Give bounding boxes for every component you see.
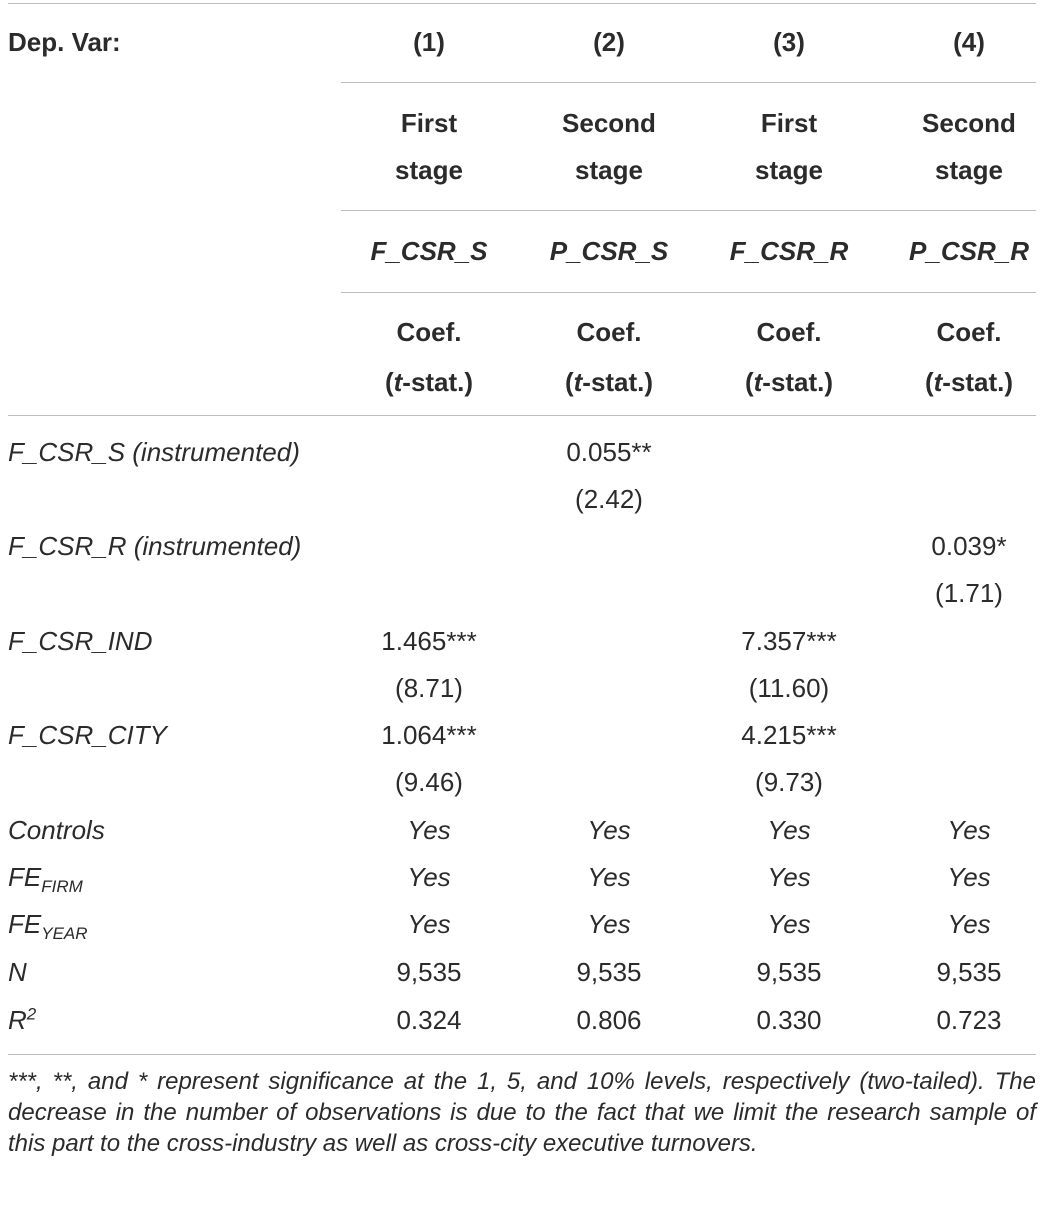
stage-line2: stage: [575, 155, 643, 185]
dep-var-label: Dep. Var:: [8, 27, 121, 57]
observation-count: 9,535: [756, 957, 822, 987]
row-label: F_CSR_CITY: [8, 720, 167, 750]
row-label: F_CSR_IND: [8, 626, 153, 656]
column-number: (2): [593, 27, 625, 57]
stage-line1: Second: [922, 108, 1016, 138]
yes-value: Yes: [767, 909, 811, 939]
row-label: F_CSR_S (instrumented): [8, 437, 300, 467]
tstat-value: (11.60): [748, 673, 830, 703]
tstat-value: (9.73): [755, 767, 823, 797]
observation-count: 9,535: [396, 957, 462, 987]
coefficient-value: 7.357***: [741, 626, 837, 656]
tstat-label: (t-stat.): [744, 367, 834, 397]
dependent-variable: P_CSR_S: [549, 236, 669, 266]
coef-label: Coef.: [576, 317, 642, 347]
row-label: N: [8, 957, 27, 987]
r-squared-value: 0.324: [396, 1005, 462, 1035]
rule-columns: [341, 82, 1036, 83]
column-number: (1): [413, 27, 445, 57]
row-label: Controls: [8, 815, 105, 845]
stage-line2: stage: [755, 155, 823, 185]
coefficient-value: 1.064***: [381, 720, 477, 750]
rule-bottom: [8, 1054, 1036, 1055]
yes-value: Yes: [947, 862, 991, 892]
row-label: $FE_{FIRM}$: [8, 862, 83, 897]
r-squared-value: 0.723: [936, 1005, 1002, 1035]
tstat-label: (t-stat.): [564, 367, 654, 397]
yes-value: Yes: [587, 815, 631, 845]
coef-label: Coef.: [936, 317, 1002, 347]
column-number: (4): [953, 27, 985, 57]
row-label: F_CSR_R (instrumented): [8, 531, 302, 561]
tstat-value: (1.71): [935, 578, 1003, 608]
rule-stage: [341, 210, 1036, 211]
stage-line2: stage: [395, 155, 463, 185]
rule-header-bottom: [8, 415, 1036, 416]
observation-count: 9,535: [576, 957, 642, 987]
stage-line1: First: [400, 108, 458, 138]
yes-value: Yes: [587, 862, 631, 892]
stage-line1: Second: [562, 108, 656, 138]
r-squared-value: 0.806: [576, 1005, 642, 1035]
yes-value: Yes: [767, 862, 811, 892]
yes-value: Yes: [407, 909, 451, 939]
yes-value: Yes: [587, 909, 631, 939]
rule-dependent: [341, 292, 1036, 293]
yes-value: Yes: [947, 909, 991, 939]
tstat-value: (8.71): [395, 673, 463, 703]
coefficient-value: 1.465***: [381, 626, 477, 656]
row-label: $R^2$: [8, 1004, 37, 1035]
yes-value: Yes: [407, 815, 451, 845]
coefficient-value: 0.055**: [566, 437, 652, 467]
coefficient-value: 4.215***: [741, 720, 837, 750]
stage-line1: First: [760, 108, 818, 138]
dependent-variable: F_CSR_S: [370, 236, 488, 266]
coef-label: Coef.: [756, 317, 822, 347]
r-squared-value: 0.330: [756, 1005, 822, 1035]
observation-count: 9,535: [936, 957, 1002, 987]
tstat-label: (t-stat.): [384, 367, 474, 397]
yes-value: Yes: [947, 815, 991, 845]
table-footnote: ***, **, and * represent significance at the 1, 5, and 10% levels, respectively (two-tailed). The decrease in the number of observations is due to the fact that we limit the research sample of this part to the cross-industry as well as cross-city executive turnovers.: [8, 1068, 1036, 1157]
tstat-value: (2.42): [575, 484, 643, 514]
rule-top: [8, 3, 1036, 4]
coef-label: Coef.: [396, 317, 462, 347]
row-label: $FE_{YEAR}$: [8, 909, 88, 944]
coefficient-value: 0.039*: [931, 531, 1007, 561]
column-number: (3): [773, 27, 805, 57]
dependent-variable: F_CSR_R: [729, 236, 849, 266]
yes-value: Yes: [407, 862, 451, 892]
dependent-variable: P_CSR_R: [909, 236, 1029, 266]
yes-value: Yes: [767, 815, 811, 845]
stage-line2: stage: [935, 155, 1003, 185]
tstat-label: (t-stat.): [924, 367, 1014, 397]
tstat-value: (9.46): [395, 767, 463, 797]
